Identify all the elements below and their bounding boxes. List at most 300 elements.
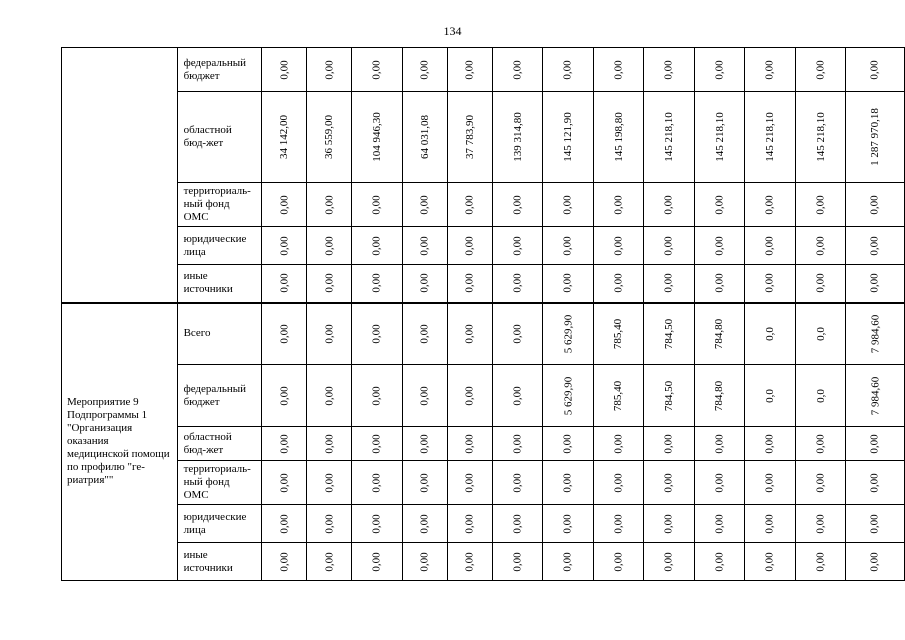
value-text: 0,00: [278, 273, 291, 293]
value-cell: [402, 461, 447, 505]
value-text: 0,00: [612, 235, 625, 256]
value-text: 0,00: [561, 513, 574, 534]
value-cell: [352, 48, 403, 92]
value-text: 0,00: [463, 194, 476, 215]
value-cell: [846, 227, 905, 265]
value-text: 0,00: [763, 551, 776, 572]
value-cell: [593, 48, 644, 92]
value-cell: [795, 303, 846, 365]
value-cell: [795, 48, 846, 92]
value-cell: [846, 365, 905, 427]
measure-name-cell: [62, 48, 178, 303]
value-cell: [402, 227, 447, 265]
value-text: 0,00: [763, 433, 776, 454]
value-cell: [543, 92, 594, 183]
value-text: 0,00: [323, 194, 336, 215]
value-text: 145 218,10: [763, 112, 776, 162]
value-text: 0,00: [869, 194, 882, 215]
value-cell: [492, 461, 543, 505]
value-cell: [644, 461, 695, 505]
value-cell: [795, 92, 846, 183]
page-number: 134: [443, 24, 462, 38]
value-cell: [593, 365, 644, 427]
value-text: 0,00: [662, 472, 675, 493]
table-row: [62, 303, 905, 365]
value-text: 0,00: [323, 385, 336, 406]
value-text: 145 218,10: [662, 112, 675, 162]
value-cell: [593, 92, 644, 183]
value-cell: [745, 365, 796, 427]
value-cell: [745, 303, 796, 365]
value-cell: [262, 265, 307, 303]
value-text: 0,00: [418, 385, 431, 406]
value-cell: [644, 303, 695, 365]
value-cell: [352, 227, 403, 265]
value-text: 0,00: [463, 513, 476, 534]
value-text: 0,00: [418, 513, 431, 534]
value-cell: [543, 265, 594, 303]
value-text: 784,80: [713, 380, 726, 411]
value-text: 0,00: [278, 433, 291, 454]
value-cell: [694, 461, 745, 505]
value-cell: [543, 48, 594, 92]
value-cell: [745, 505, 796, 543]
value-text: 0,00: [561, 194, 574, 215]
value-text: 0,00: [763, 235, 776, 256]
value-text: 0,00: [612, 513, 625, 534]
value-cell: [846, 265, 905, 303]
value-cell: [492, 365, 543, 427]
value-text: 0,0: [763, 326, 776, 341]
value-cell: [492, 227, 543, 265]
value-cell: [262, 48, 307, 92]
value-text: 0,00: [418, 273, 431, 293]
value-cell: [402, 543, 447, 581]
value-text: 0,00: [323, 433, 336, 454]
funding-source-cell: юридические лица: [177, 505, 262, 543]
funding-source-cell: иные источники: [177, 265, 262, 303]
value-text: 0,00: [561, 551, 574, 572]
value-cell: [846, 48, 905, 92]
value-text: 0,00: [323, 513, 336, 534]
value-text: 0,00: [662, 433, 675, 454]
value-text: 0,00: [370, 273, 383, 293]
value-cell: [644, 183, 695, 227]
value-cell: [745, 461, 796, 505]
value-text: 0,00: [463, 59, 476, 80]
value-cell: [593, 461, 644, 505]
value-text: 0,00: [370, 513, 383, 534]
value-text: 7 984,60: [869, 314, 882, 353]
value-text: 0,00: [511, 235, 524, 256]
value-text: 0,00: [561, 273, 574, 293]
value-cell: [745, 92, 796, 183]
value-cell: [694, 365, 745, 427]
value-cell: [593, 227, 644, 265]
value-text: 0,00: [418, 235, 431, 256]
funding-source-cell: областной бюд-жет: [177, 427, 262, 461]
value-text: 0,00: [463, 324, 476, 344]
value-cell: [307, 427, 352, 461]
value-text: 0,00: [278, 194, 291, 215]
value-text: 0,00: [561, 235, 574, 256]
value-text: 0,00: [814, 235, 827, 256]
value-text: 145 121,90: [561, 112, 574, 162]
value-cell: [352, 92, 403, 183]
value-text: 0,00: [278, 472, 291, 493]
value-cell: [543, 543, 594, 581]
value-text: 0,00: [511, 194, 524, 215]
value-cell: [846, 303, 905, 365]
value-text: 0,00: [713, 472, 726, 493]
value-cell: [694, 505, 745, 543]
value-cell: [795, 543, 846, 581]
value-cell: [846, 461, 905, 505]
value-cell: [694, 265, 745, 303]
value-cell: [795, 265, 846, 303]
value-text: 145 218,10: [814, 112, 827, 162]
value-cell: [262, 92, 307, 183]
value-text: 0,00: [814, 59, 827, 80]
value-text: 0,00: [869, 59, 882, 80]
value-cell: [795, 183, 846, 227]
value-text: 0,00: [814, 273, 827, 293]
table-row: [62, 183, 905, 227]
value-text: 0,00: [511, 324, 524, 344]
value-text: 0,00: [278, 513, 291, 534]
value-cell: [644, 543, 695, 581]
value-text: 0,00: [713, 194, 726, 215]
value-cell: [262, 303, 307, 365]
value-text: 0,00: [713, 513, 726, 534]
value-cell: [262, 183, 307, 227]
value-cell: [402, 365, 447, 427]
value-text: 0,00: [662, 273, 675, 293]
value-text: 785,40: [612, 380, 625, 411]
value-cell: [447, 461, 492, 505]
value-cell: [694, 92, 745, 183]
table-row: [62, 543, 905, 581]
table-row: [62, 48, 905, 92]
value-text: 145 198,80: [612, 112, 625, 162]
value-cell: [543, 427, 594, 461]
table-row: [62, 227, 905, 265]
value-text: 0,00: [463, 385, 476, 406]
value-text: 0,00: [370, 385, 383, 406]
value-cell: [644, 265, 695, 303]
funding-source-cell: территориаль-ный фонд ОМС: [177, 183, 262, 227]
value-cell: [402, 48, 447, 92]
table-row: [62, 505, 905, 543]
value-cell: [543, 303, 594, 365]
value-text: 0,00: [561, 433, 574, 454]
funding-source-cell: иные источники: [177, 543, 262, 581]
value-text: 0,00: [370, 324, 383, 344]
value-text: 0,00: [612, 433, 625, 454]
value-text: 0,00: [418, 324, 431, 344]
value-text: 0,00: [278, 324, 291, 344]
value-text: 0,00: [561, 59, 574, 80]
value-cell: [352, 505, 403, 543]
value-cell: [447, 427, 492, 461]
value-cell: [307, 505, 352, 543]
value-cell: [352, 365, 403, 427]
value-text: 37 783,90: [463, 115, 476, 159]
value-text: 0,00: [612, 551, 625, 572]
value-cell: [846, 543, 905, 581]
value-text: 0,00: [662, 513, 675, 534]
table-row: [62, 365, 905, 427]
value-text: 139 314,80: [511, 112, 524, 162]
value-cell: [694, 543, 745, 581]
funding-source-cell: территориаль-ный фонд ОМС: [177, 461, 262, 505]
value-cell: [492, 48, 543, 92]
value-text: 0,00: [814, 194, 827, 215]
table-row: [62, 265, 905, 303]
value-cell: [795, 227, 846, 265]
value-text: 0,00: [612, 472, 625, 493]
value-text: 34 142,00: [278, 115, 291, 159]
value-cell: [543, 505, 594, 543]
value-text: 0,00: [612, 273, 625, 293]
funding-source-cell: областной бюд-жет: [177, 92, 262, 183]
value-text: 0,00: [370, 433, 383, 454]
value-text: 0,00: [323, 324, 336, 344]
value-cell: [795, 505, 846, 543]
value-cell: [644, 48, 695, 92]
value-cell: [402, 505, 447, 543]
value-cell: [447, 365, 492, 427]
measure-name-cell: Мероприятие 9 Подпрограммы 1 "Организация оказания медицинской помощи по профилю "ге-риатрия"": [62, 303, 178, 581]
value-text: 0,00: [323, 273, 336, 293]
value-text: 0,00: [662, 235, 675, 256]
value-cell: [492, 303, 543, 365]
value-text: 0,00: [814, 433, 827, 454]
table-row: [62, 427, 905, 461]
value-text: 0,00: [511, 472, 524, 493]
value-text: 0,00: [463, 551, 476, 572]
value-cell: [307, 265, 352, 303]
value-cell: [402, 265, 447, 303]
value-cell: [262, 365, 307, 427]
value-cell: [307, 365, 352, 427]
value-text: 0,00: [763, 472, 776, 493]
value-text: 0,00: [370, 235, 383, 256]
value-text: 0,00: [869, 273, 882, 293]
value-cell: [447, 505, 492, 543]
value-text: 0,00: [561, 472, 574, 493]
value-cell: [492, 505, 543, 543]
value-cell: [352, 543, 403, 581]
value-cell: [402, 183, 447, 227]
value-text: 0,00: [370, 59, 383, 80]
value-cell: [492, 543, 543, 581]
value-cell: [447, 92, 492, 183]
value-cell: [644, 92, 695, 183]
value-text: 784,80: [713, 318, 726, 349]
funding-source-cell: федеральный бюджет: [177, 365, 262, 427]
value-cell: [694, 48, 745, 92]
value-text: 0,00: [814, 513, 827, 534]
value-text: 0,00: [869, 513, 882, 534]
value-cell: [745, 543, 796, 581]
value-cell: [307, 92, 352, 183]
value-cell: [644, 365, 695, 427]
value-text: 0,00: [323, 551, 336, 572]
value-cell: [593, 505, 644, 543]
value-cell: [307, 48, 352, 92]
value-cell: [352, 461, 403, 505]
budget-table: [61, 47, 905, 581]
value-text: 36 559,00: [323, 115, 336, 159]
value-text: 0,00: [511, 59, 524, 80]
value-text: 0,00: [713, 433, 726, 454]
value-text: 0,00: [713, 273, 726, 293]
value-cell: [543, 227, 594, 265]
value-text: 785,40: [612, 318, 625, 349]
value-text: 0,0: [814, 326, 827, 341]
value-text: 0,00: [869, 551, 882, 572]
value-cell: [694, 303, 745, 365]
value-cell: [795, 461, 846, 505]
value-text: 0,00: [763, 513, 776, 534]
value-cell: [307, 303, 352, 365]
value-text: 0,00: [869, 235, 882, 256]
value-cell: [307, 543, 352, 581]
value-text: 0,00: [463, 433, 476, 454]
value-cell: [543, 461, 594, 505]
value-cell: [846, 505, 905, 543]
value-cell: [307, 227, 352, 265]
value-cell: [593, 427, 644, 461]
value-cell: [694, 183, 745, 227]
value-text: 0,00: [278, 59, 291, 80]
table-row: [62, 92, 905, 183]
value-text: 0,00: [869, 433, 882, 454]
value-text: 5 629,90: [561, 314, 574, 353]
value-text: 0,00: [713, 59, 726, 80]
value-cell: [543, 365, 594, 427]
value-text: 0,00: [463, 273, 476, 293]
value-cell: [402, 303, 447, 365]
value-cell: [644, 427, 695, 461]
value-text: 0,00: [418, 59, 431, 80]
value-text: 0,00: [612, 194, 625, 215]
value-cell: [745, 48, 796, 92]
value-text: 0,00: [278, 551, 291, 572]
table-row: [62, 461, 905, 505]
value-cell: [447, 303, 492, 365]
value-text: 0,0: [814, 388, 827, 403]
value-text: 7 984,60: [869, 376, 882, 415]
funding-source-cell: Всего: [177, 303, 262, 365]
value-text: 0,00: [662, 551, 675, 572]
value-text: 0,00: [869, 472, 882, 493]
value-text: 0,00: [763, 194, 776, 215]
value-text: 0,00: [370, 472, 383, 493]
value-cell: [402, 92, 447, 183]
value-cell: [644, 505, 695, 543]
value-text: 0,00: [713, 551, 726, 572]
value-text: 0,00: [370, 551, 383, 572]
value-cell: [492, 183, 543, 227]
value-cell: [593, 303, 644, 365]
value-text: 0,00: [713, 235, 726, 256]
value-cell: [352, 183, 403, 227]
value-text: 0,00: [814, 472, 827, 493]
value-cell: [447, 265, 492, 303]
value-cell: [262, 461, 307, 505]
value-text: 0,00: [814, 551, 827, 572]
value-cell: [846, 92, 905, 183]
value-text: 0,00: [763, 59, 776, 80]
value-cell: [694, 227, 745, 265]
value-text: 0,00: [323, 235, 336, 256]
value-text: 0,00: [463, 472, 476, 493]
funding-source-cell: юридические лица: [177, 227, 262, 265]
value-cell: [262, 227, 307, 265]
value-text: 0,00: [511, 385, 524, 406]
value-text: 0,00: [370, 194, 383, 215]
value-cell: [262, 505, 307, 543]
value-text: 0,00: [463, 235, 476, 256]
value-text: 64 031,08: [418, 115, 431, 159]
value-cell: [352, 303, 403, 365]
value-cell: [492, 92, 543, 183]
value-text: 1 287 970,18: [869, 108, 882, 166]
value-cell: [492, 427, 543, 461]
value-cell: [352, 427, 403, 461]
value-text: 0,00: [418, 433, 431, 454]
value-cell: [846, 427, 905, 461]
value-cell: [543, 183, 594, 227]
value-text: 0,00: [662, 194, 675, 215]
value-cell: [262, 427, 307, 461]
value-text: 0,00: [418, 194, 431, 215]
value-text: 145 218,10: [713, 112, 726, 162]
value-cell: [307, 183, 352, 227]
value-text: 0,0: [763, 388, 776, 403]
value-cell: [745, 183, 796, 227]
value-text: 0,00: [278, 235, 291, 256]
value-text: 0,00: [418, 551, 431, 572]
value-cell: [846, 183, 905, 227]
value-cell: [593, 265, 644, 303]
value-text: 0,00: [323, 59, 336, 80]
value-cell: [262, 543, 307, 581]
value-cell: [745, 227, 796, 265]
value-text: 784,50: [662, 318, 675, 349]
value-cell: [795, 427, 846, 461]
value-text: 0,00: [418, 472, 431, 493]
value-cell: [644, 227, 695, 265]
value-text: 0,00: [511, 273, 524, 293]
value-text: 0,00: [612, 59, 625, 80]
value-cell: [745, 265, 796, 303]
value-cell: [307, 461, 352, 505]
value-text: 0,00: [511, 513, 524, 534]
value-cell: [402, 427, 447, 461]
value-text: 0,00: [662, 59, 675, 80]
value-cell: [447, 227, 492, 265]
value-text: 0,00: [278, 385, 291, 406]
value-cell: [447, 48, 492, 92]
value-text: 784,50: [662, 380, 675, 411]
value-cell: [447, 543, 492, 581]
value-text: 0,00: [511, 551, 524, 572]
value-text: 0,00: [323, 472, 336, 493]
value-text: 104 946,30: [370, 112, 383, 162]
